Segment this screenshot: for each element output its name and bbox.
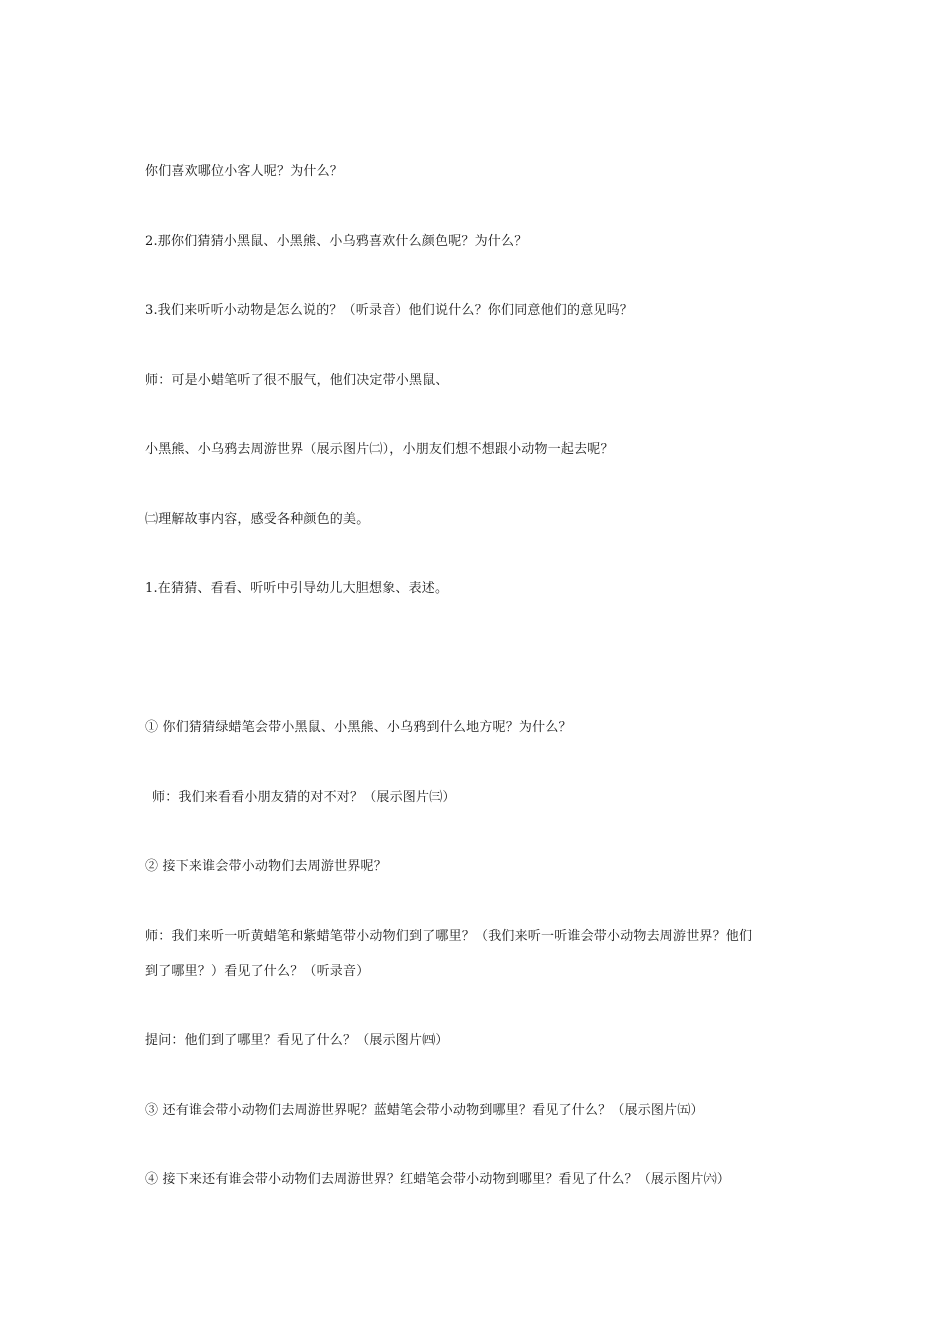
paragraph-travel-world: 小黑熊、小乌鸦去周游世界（展示图片㈡），小朋友们想不想跟小动物一起去呢？ — [145, 442, 614, 457]
paragraph-listen-recording: 3.我们来听听小动物是怎么说的？（听录音）他们说什么？你们同意他们的意见吗？ — [145, 303, 634, 318]
paragraph-guess-colors: 2.那你们猜猜小黑鼠、小黑熊、小乌鸦喜欢什么颜色呢？为什么？ — [145, 234, 528, 249]
paragraph-yellow-purple-crayon-cont: 到了哪里？）看见了什么？（听录音） — [145, 964, 370, 979]
paragraph-favorite-guest: 你们喜欢哪位小客人呢？为什么？ — [145, 164, 344, 179]
list-item-who-next: ② 接下来谁会带小动物们去周游世界呢？ — [145, 859, 387, 874]
section-heading-understand-story: ㈡理解故事内容，感受各种颜色的美。 — [145, 512, 370, 527]
list-item-blue-crayon: ③ 还有谁会带小动物们去周游世界呢？蓝蜡笔会带小动物到哪里？看见了什么？（展示图片㈤） — [145, 1103, 704, 1118]
paragraph-yellow-purple-crayon: 师：我们来听一听黄蜡笔和紫蜡笔带小动物们到了哪里？（我们来听一听谁会带小动物去周游世界？他们 — [145, 929, 753, 944]
paragraph-question-where: 提问：他们到了哪里？看见了什么？（展示图片㈣） — [145, 1033, 449, 1048]
list-item-green-crayon: ① 你们猜猜绿蜡笔会带小黑鼠、小黑熊、小乌鸦到什么地方呢？为什么？ — [145, 720, 572, 735]
list-item-red-crayon: ④ 接下来还有谁会带小动物们去周游世界？红蜡笔会带小动物到哪里？看见了什么？（展示图片㈥） — [145, 1172, 731, 1187]
paragraph-teacher-check-guess: 师：我们来看看小朋友猜的对不对？（展示图片㈢） — [152, 790, 456, 805]
paragraph-guide-imagination: 1.在猜猜、看看、听听中引导幼儿大胆想象、表述。 — [145, 581, 449, 596]
paragraph-teacher-crayons: 师：可是小蜡笔听了很不服气，他们决定带小黑鼠、 — [145, 373, 449, 388]
